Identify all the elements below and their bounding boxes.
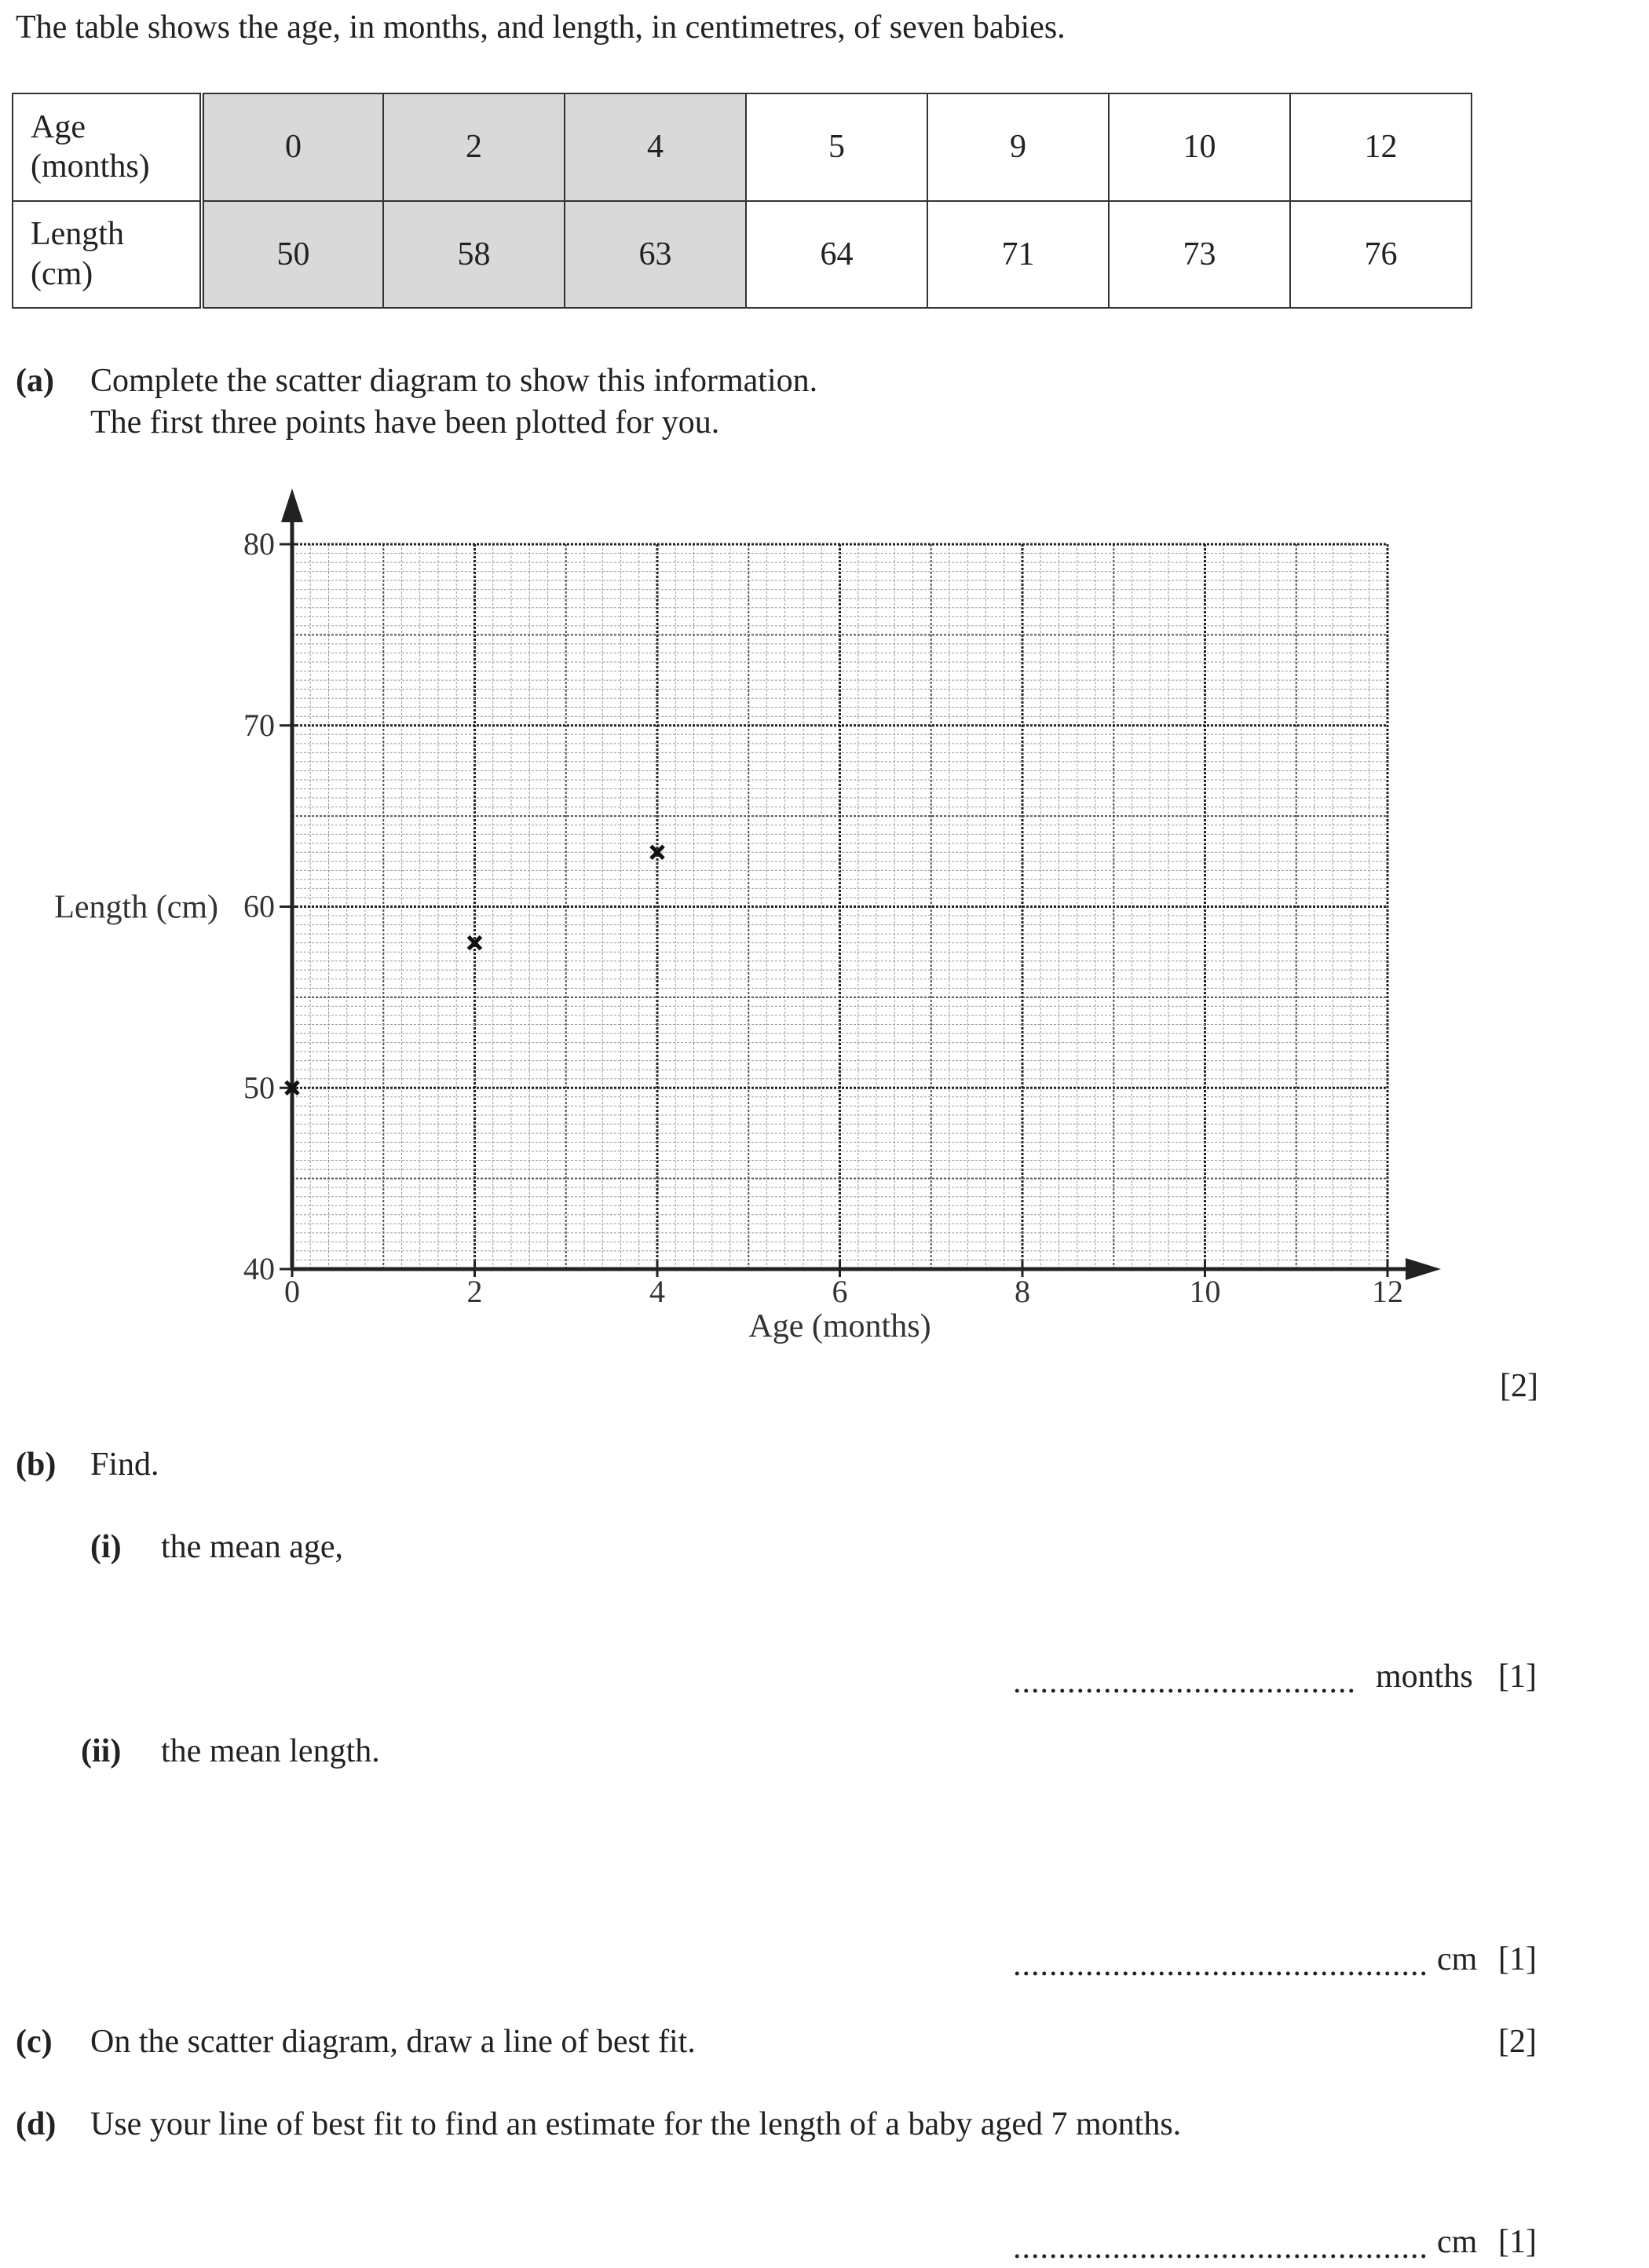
part-c-text: On the scatter diagram, draw a line of best fit. [90,2024,696,2060]
part-a-line2: The first three points have been plotted for you. [90,404,720,441]
part-b-i-marks: [1] [1498,1659,1537,1695]
row-header-line: Length [31,216,124,253]
row-header-line: (cm) [31,255,93,292]
part-b-ii-marks: [1] [1498,1941,1537,1977]
table-cell: 5 [746,93,927,201]
y-tick-label: 40 [243,1251,275,1286]
part-b-ii-answer-line[interactable]: .............................................. [1013,1947,1428,1983]
table-cell: 71 [927,201,1109,309]
x-axis-arrow [1406,1258,1441,1280]
part-d-answer-line[interactable]: .............................................. [1013,2230,1428,2266]
part-c-marks: [2] [1498,2024,1537,2060]
table-cell: 64 [746,201,927,309]
table-cell: 50 [202,201,383,309]
row-header-line: Age [31,108,86,145]
part-a-line1: Complete the scatter diagram to show this information. [90,363,818,399]
table-cell: 0 [202,93,383,201]
y-axis-label: Length (cm) [54,889,218,926]
row-header-line: (months) [31,148,150,185]
part-b-i-answer-line[interactable]: ...................................... [1013,1664,1356,1700]
part-b-ii-text: the mean length. [161,1733,380,1769]
table-cell: 63 [565,201,746,309]
intro-text: The table shows the age, in months, and length, in centimetres, of seven babies. [16,9,1066,46]
part-b-i-unit: months [1376,1659,1473,1695]
part-d-label: (d) [16,2106,57,2142]
y-tick-label: 60 [243,888,275,924]
part-c-label: (c) [16,2024,53,2060]
x-tick-label: 0 [284,1274,300,1309]
part-b-i-text: the mean age, [161,1529,344,1565]
table-cell: 58 [383,201,565,309]
x-tick-label: 8 [1015,1274,1030,1309]
table-cell: 73 [1109,201,1290,309]
part-b-text: Find. [90,1447,159,1483]
y-tick-label: 80 [243,526,275,562]
table-cell: 4 [565,93,746,201]
x-axis-label: Age (months) [748,1308,931,1344]
part-a-label: (a) [16,363,54,399]
x-tick-label: 2 [466,1274,483,1309]
part-d-text: Use your line of best fit to find an estimate for the length of a baby aged 7 months. [90,2106,1182,2142]
table-cell: 12 [1290,93,1472,201]
x-tick-label: 6 [832,1274,848,1309]
y-axis-arrow [281,488,303,522]
part-d-marks: [1] [1498,2224,1537,2260]
y-tick-label: 50 [243,1070,275,1106]
part-b-ii-unit: cm [1437,1941,1478,1977]
x-tick-label: 12 [1372,1274,1403,1309]
table-cell: 2 [383,93,565,201]
table-cell: 76 [1290,201,1472,309]
part-b-i-label: (i) [90,1529,122,1565]
part-d-unit: cm [1437,2224,1478,2260]
y-tick-label: 70 [243,707,275,743]
x-tick-label: 10 [1189,1274,1221,1309]
table-cell: 10 [1109,93,1290,201]
part-b-ii-label: (ii) [81,1733,122,1769]
part-b-label: (b) [16,1447,57,1483]
part-a-marks: [2] [1500,1368,1538,1404]
table-cell: 9 [927,93,1109,201]
x-tick-label: 4 [649,1274,665,1309]
